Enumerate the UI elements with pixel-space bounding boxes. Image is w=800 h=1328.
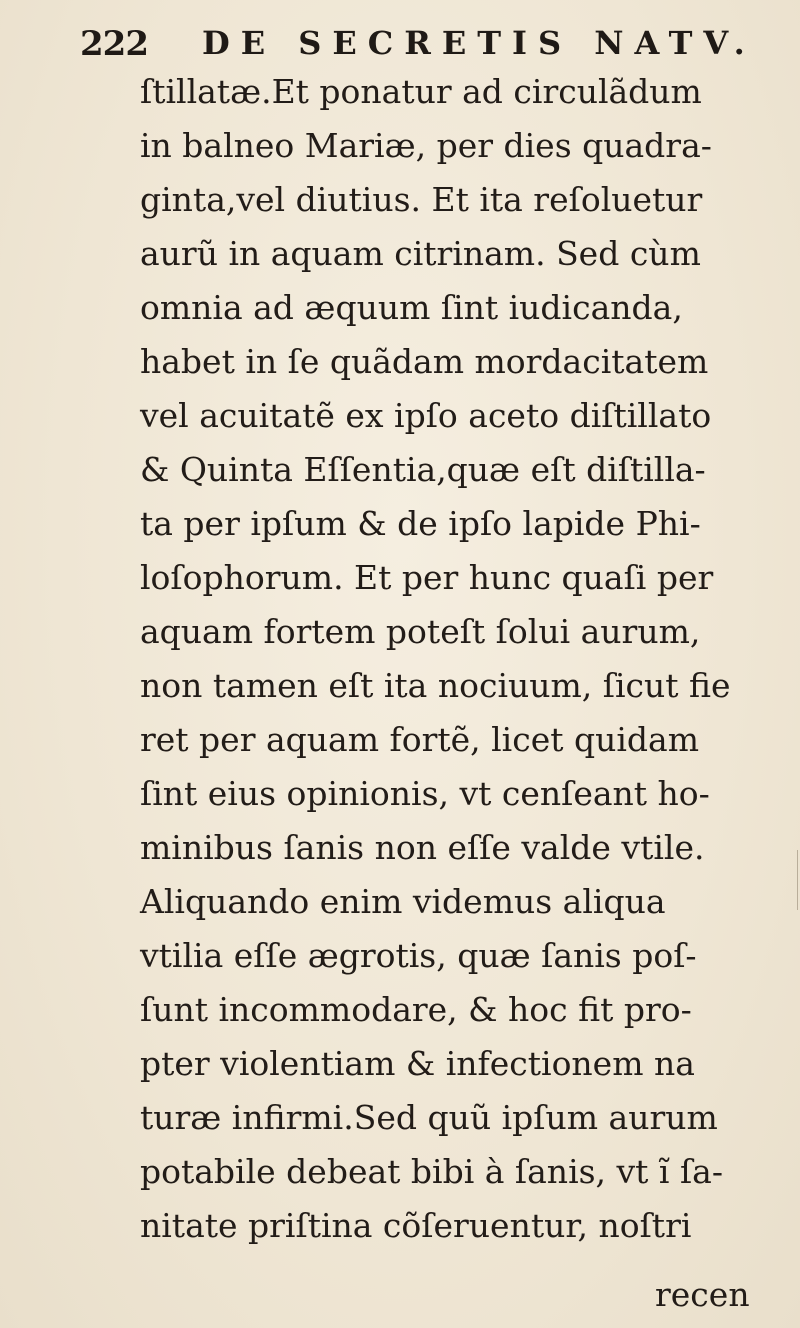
text-line: in balneo Mariæ, per dies quadra- [140, 126, 712, 165]
text-line: pter violentiam & infectionem na [140, 1044, 695, 1083]
running-title: DE SECRETIS NATV. [202, 24, 756, 62]
text-line: aquam fortem poteſt ſolui aurum, [140, 612, 701, 651]
text-line: potabile debeat bibi à ſanis, vt ĩ ſa- [140, 1152, 724, 1191]
text-line: nitate priſtina cõſeruentur, noſtri [140, 1206, 692, 1245]
text-line: loſophorum. Et per hunc quaſi per [140, 558, 714, 597]
text-line: vtilia eſſe ægrotis, quæ ſanis poſ- [140, 936, 697, 975]
text-line: non tamen eſt ita nociuum, ſicut fie [140, 666, 731, 705]
text-line: ret per aquam fortẽ, licet quidam [140, 720, 700, 759]
page-number: 222 [80, 24, 148, 64]
text-line: ſtillatæ.Et ponatur ad circulãdum [140, 72, 702, 111]
catchword: recen [655, 1275, 750, 1314]
text-line: vel acuitatẽ ex ipſo aceto diſtillato [140, 396, 712, 435]
text-line: habet in ſe quãdam mordacitatem [140, 342, 709, 381]
text-line: & Quinta Eſſentia,quæ eſt diſtilla- [140, 450, 706, 489]
text-line: ta per ipſum & de ipſo lapide Phi- [140, 504, 701, 543]
text-line: aurũ in aquam citrinam. Sed cùm [140, 234, 701, 273]
page-edge-shadow [797, 850, 798, 910]
text-line: minibus ſanis non eſſe valde vtile. [140, 828, 705, 867]
text-line: omnia ad æquum ſint iudicanda, [140, 288, 683, 327]
text-line: ſint eius opinionis, vt cenſeant ho- [140, 774, 710, 813]
running-head [80, 18, 780, 68]
text-line: turæ infirmi.Sed quũ ipſum aurum [140, 1098, 718, 1137]
text-line: Aliquando enim videmus aliqua [140, 882, 666, 921]
text-line: ſunt incommodare, & hoc fit pro- [140, 990, 692, 1029]
text-line: ginta,vel diutius. Et ita reſoluetur [140, 180, 703, 219]
